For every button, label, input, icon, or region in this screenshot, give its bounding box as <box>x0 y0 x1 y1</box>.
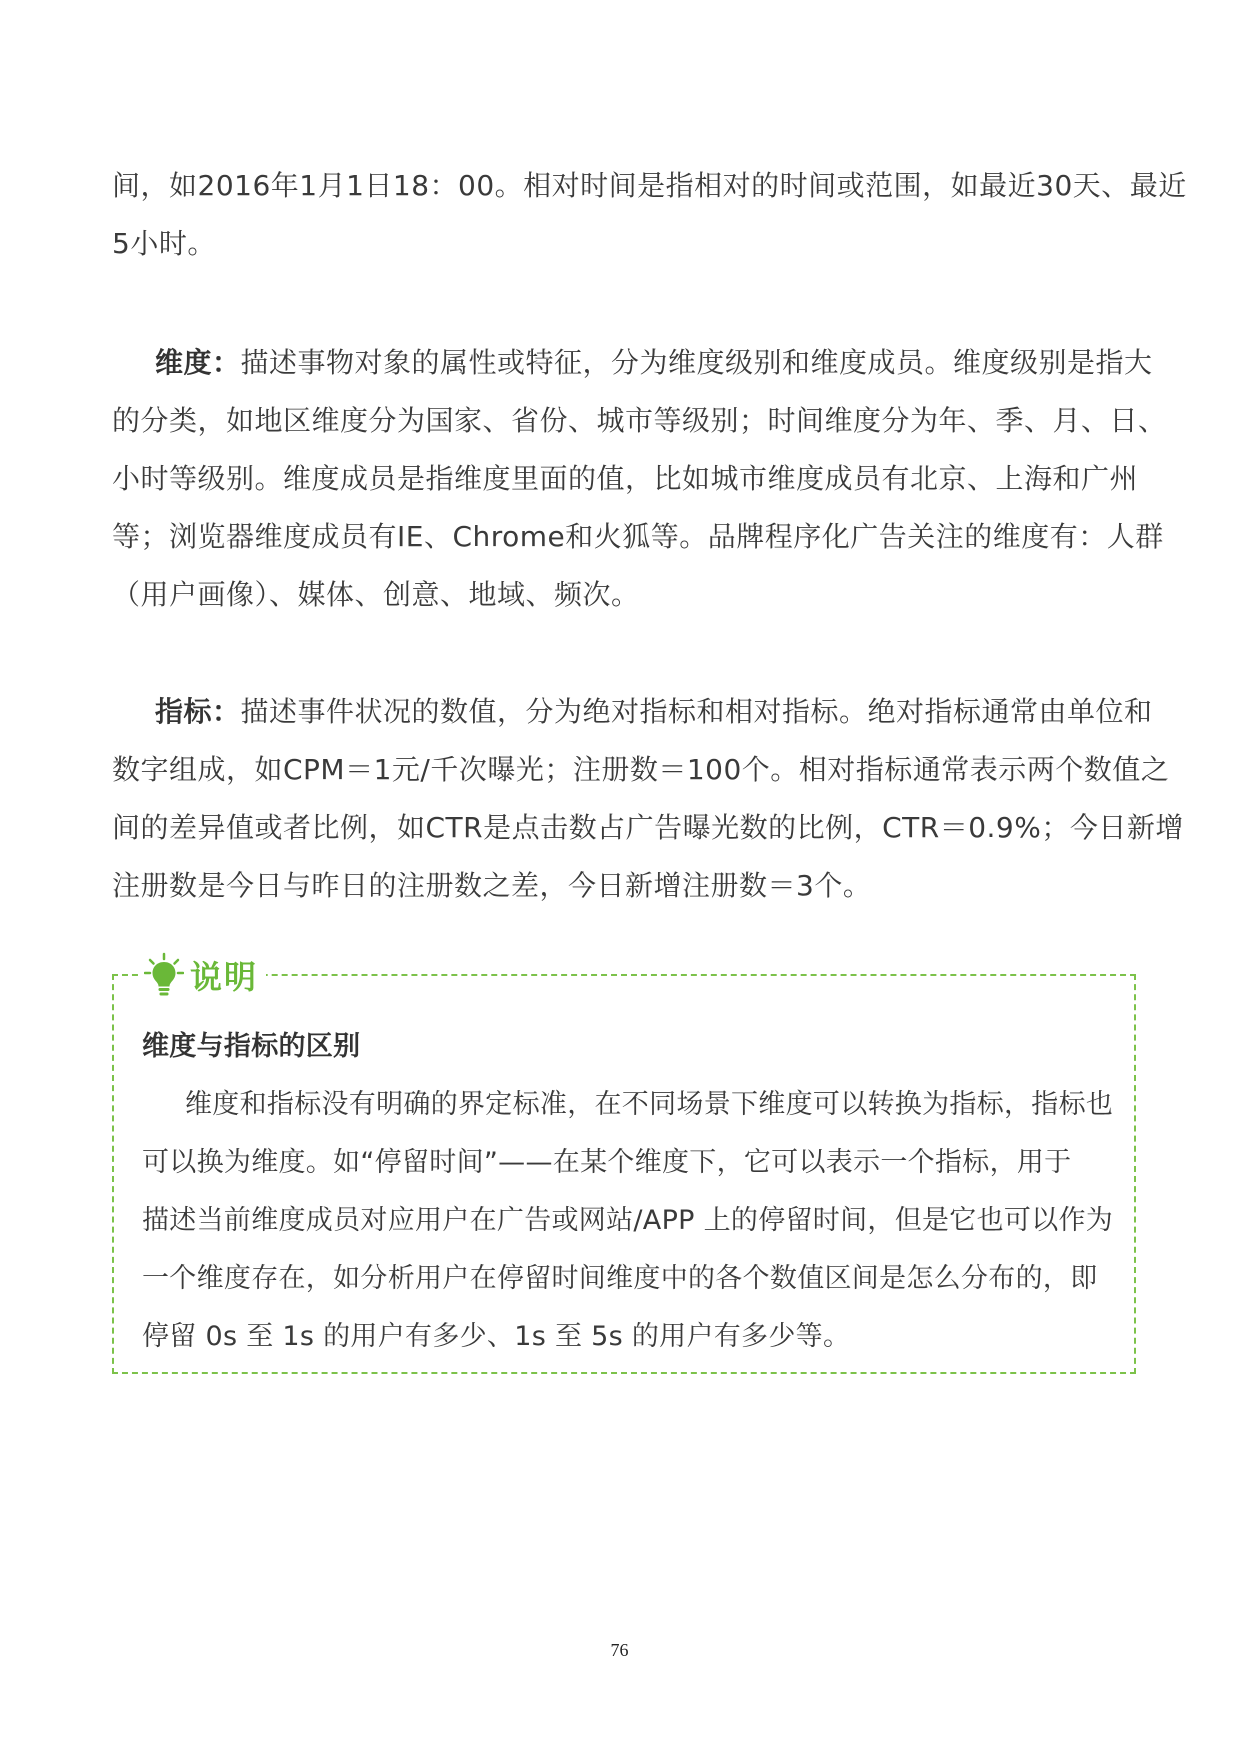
text-line: 5小时。 <box>112 227 216 260</box>
note-content <box>142 1018 1122 1366</box>
page-number: 76 <box>610 1640 629 1660</box>
definition-text: 描述事物对象的属性或特征，分为维度级别和维度成员。维度级别是指大 <box>240 346 1153 379</box>
note-header <box>140 950 266 1000</box>
text-line <box>112 683 1153 741</box>
text-line: 小时等级别。维度成员是指维度里面的值，比如城市维度成员有北京、上海和广州 <box>112 462 1139 495</box>
paragraph-metric <box>112 683 1184 915</box>
text-line: 注册数是今日与昨日的注册数之差，今日新增注册数＝3个。 <box>112 869 872 902</box>
text-line: 维度和指标没有明确的界定标准，在不同场景下维度可以转换为指标，指标也 <box>185 1089 1114 1120</box>
text-line: 一个维度存在，如分析用户在停留时间维度中的各个数值区间是怎么分布的，即 <box>142 1263 1098 1294</box>
term-metric: 指标： <box>155 695 241 728</box>
definition-text: 描述事件状况的数值，分为绝对指标和相对指标。绝对指标通常由单位和 <box>240 695 1153 728</box>
text-line: 可以换为维度。如“停留时间”——在某个维度下，它可以表示一个指标，用于 <box>142 1147 1072 1178</box>
text-line: 数字组成，如CPM＝1元/千次曝光；注册数＝100个。相对指标通常表示两个数值之 <box>112 753 1170 786</box>
text-line: 描述当前维度成员对应用户在广告或网站/APP 上的停留时间，但是它也可以作为 <box>142 1205 1114 1236</box>
paragraph-time <box>112 157 1187 273</box>
note-subtitle: 维度与指标的区别 <box>142 1031 361 1062</box>
text-line: 的分类，如地区维度分为国家、省份、城市等级别；时间维度分为年、季、月、日、 <box>112 404 1167 437</box>
lightbulb-icon <box>144 952 184 998</box>
text-line: 间，如2016年1月1日18：00。相对时间是指相对的时间或范围，如最近30天、最近 <box>112 169 1187 202</box>
text-line: 等；浏览器维度成员有IE、Chrome和火狐等。品牌程序化广告关注的维度有：人群 <box>112 520 1164 553</box>
term-dimension: 维度： <box>155 346 241 379</box>
text-line: （用户画像）、媒体、创意、地域、频次。 <box>112 578 640 611</box>
paragraph-dimension <box>112 334 1167 624</box>
text-line <box>112 334 1153 392</box>
text-line: 间的差异值或者比例，如CTR是点击数占广告曝光数的比例，CTR＝0.9%；今日新增 <box>112 811 1184 844</box>
text-line: 停留 0s 至 1s 的用户有多少、1s 至 5s 的用户有多少等。 <box>142 1321 851 1352</box>
note-title: 说明 <box>190 958 259 996</box>
